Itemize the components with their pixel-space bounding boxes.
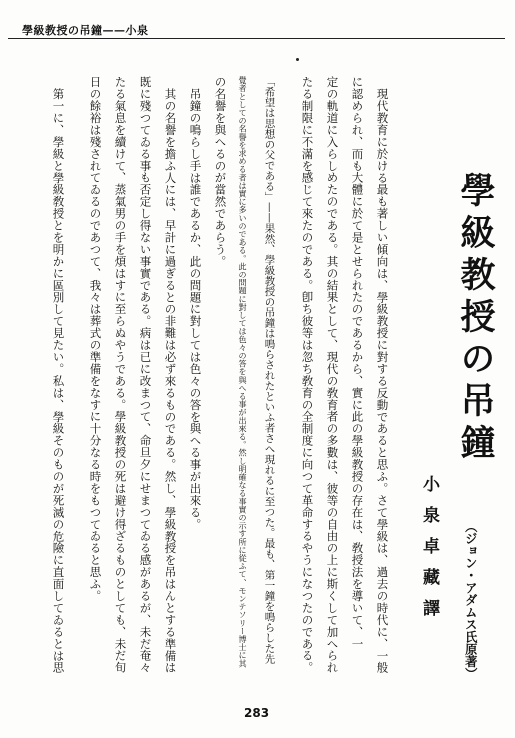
body-text-line: 第一に、學級と學級敎授とを明かに區別して見たい。私は、學級そのものが死滅の危險に直面してゐるとは思 (51, 88, 66, 674)
ink-mark (296, 58, 299, 61)
translator-name: 小泉卓藏譯 (419, 475, 439, 630)
body-text-line: 現代教育に於ける最も著しい傾向は、學級教授に對する反動であると思ふ。さて學級は、過去の時代に、一般 (375, 88, 390, 674)
body-text-line: 其の名譽を擔ふ人には、早計に過ぎるとの非難は必ず來るものである。然し、學級教授を吊はんとする準備は (163, 88, 178, 674)
page-number: 283 (244, 706, 270, 720)
body-text-line: 「希望は思想の父である」——果然、學級教授の吊鐘は鳴らされたといふ者さへ現れるに至つた。最も、第一鐘を鳴らした先 (263, 76, 276, 664)
body-text-line: たる制限に不滿を感じて來たのである。卽ち彼等は忽ち敎育の全制度に向つて革命するやうになつたのである。 (300, 76, 315, 674)
body-text-line: 既に殘つてゐる事も否定し得ない事實である。病は已に改まつて、命旦夕にせまつてゐる感があるが、未だ奄々 (138, 76, 153, 674)
body-text-line: 覺者としての名譽を求める者は實に多いのである。此の問題に對しては色々の答を與へる事が出來る。然し明確なる事實の示す所に從ふて、モンテソリー博士に其 (238, 76, 249, 668)
body-text-line: 吊鐘の鳴らし手は誰であるか、此の問題に對しては色々の答を與へる事が出來る。 (188, 88, 203, 531)
body-text-line: 定の軌道に入らしめたのである。其の結果として、現代の敎育者の多數は、彼等の自由の上に斯くして加へられ (325, 76, 340, 674)
body-text-line: たる氣息を續けて、蒸氣男の手を煩はすに至らぬやうである。學級教授の死は避け得ざるものとしても、未だ旬 (113, 76, 128, 674)
body-text-line: の名譽を與へるのが當然であらう。 (213, 76, 228, 268)
body-text-line: 日の餘裕は殘されてゐるのであつて、我々は葬式の準備をなすに十分なる時をもつてゐると思ふ。 (88, 76, 103, 602)
article-title: 學級教授の吊鐘 (455, 172, 496, 466)
body-text-line: に認められ、而も大體に於て是とせられたのであるから、實に此の學級教授の存在は、敎授法を導いて、一 (350, 76, 365, 650)
header-rule (8, 38, 505, 39)
running-head: 學級教授の吊鐘——小泉 (22, 24, 149, 37)
article-subtitle: （ジョン・アダムス氏原著） (463, 520, 479, 680)
